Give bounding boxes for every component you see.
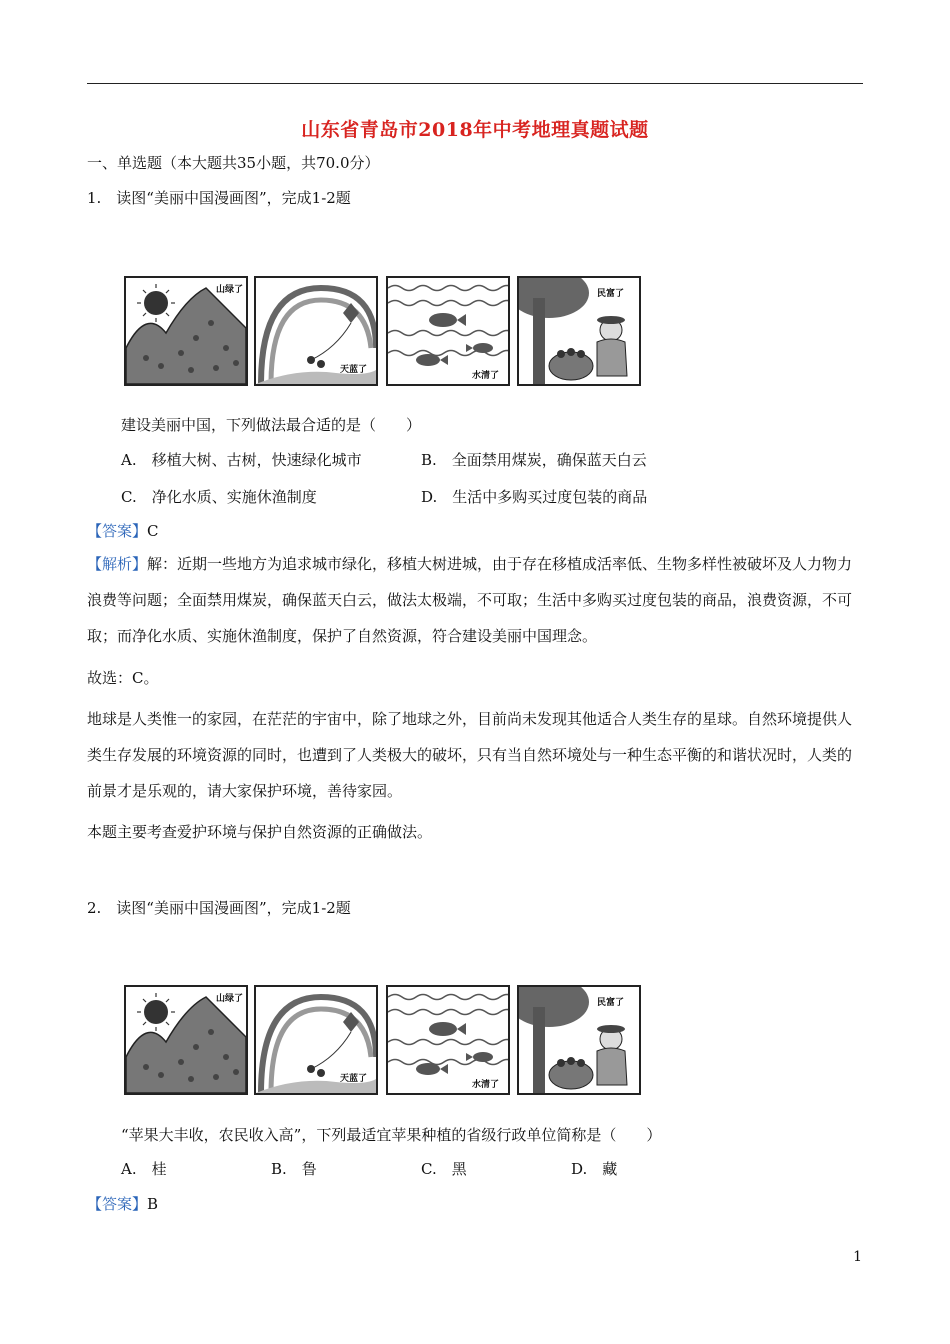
panel-sky [254,276,378,386]
q1-option-a: A. 移植大树、古树，快速绿化城市 [121,451,362,469]
caption-water: 水清了 [472,1080,500,1090]
panel-farmer [517,985,641,1095]
header-rule [87,83,863,84]
panel-farmer [517,276,641,386]
q1-note2: 本题主要考查爱护环境与保护自然资源的正确做法。 [87,823,433,841]
caption-farmer: 民富了 [597,998,625,1008]
answer-tag: 【答案】 [87,522,148,540]
analysis-tag: 【解析】 [87,555,148,573]
caption-water: 水清了 [472,371,500,381]
q1-stem: 1. 读图“美丽中国漫画图”，完成1-2题 [87,189,351,207]
q2-answer [87,1194,158,1214]
panel-water [386,276,510,386]
q1-note1: 地球是人类惟一的家园，在茫茫的宇宙中，除了地球之外，目前尚未发现其他适合人类生存的星球。自然环境提供人类生存发展的环境资源的同时，也遭到了人类极大的破坏，只有当自然环境处与一种生态平衡的和谐状况时，人类的前景才是乐观的，请大家保护环境，善待家园。 [87,710,853,800]
panel-mountain [124,276,248,386]
caption-mountain: 山绿了 [216,285,244,295]
answer-value: C [147,522,159,540]
q1-option-b: B. 全面禁用煤炭，确保蓝天白云 [421,451,647,469]
q1-option-c: C. 净化水质、实施休渔制度 [121,488,317,506]
page-title: 山东省青岛市2018年中考地理真题试题 [301,119,649,141]
q1-option-d: D. 生活中多购买过度包装的商品 [421,488,648,506]
q2-stem: 2. 读图“美丽中国漫画图”，完成1-2题 [87,899,351,917]
q2-option-a: A. 桂 [121,1160,167,1178]
section-heading: 一、单选题（本大题共35小题，共70.0分） [87,154,380,172]
page-number: 1 [853,1249,862,1265]
q1-analysis [87,546,865,654]
q2-option-c: C. 黑 [421,1160,467,1178]
answer-value: B [147,1195,159,1213]
panel-water [386,985,510,1095]
q2-option-b: B. 鲁 [271,1160,317,1178]
caption-mountain: 山绿了 [216,994,244,1004]
q1-question: 建设美丽中国，下列做法最合适的是（ ） [121,416,422,434]
caption-farmer: 民富了 [597,289,625,299]
q2-option-d: D. 藏 [571,1160,618,1178]
panel-mountain [124,985,248,1095]
caption-sky: 天蓝了 [340,1074,368,1084]
analysis-text: 解：近期一些地方为追求城市绿化，移植大树进城，由于存在移植成活率低、生物多样性被破坏及人力物力浪费等问题；全面禁用煤炭，确保蓝天白云，做法太极端，不可取；生活中多购买过度包装的商品，浪费资源，不可取；而净化水质、实施休渔制度，保护了自然资源，符合建设美丽中国理念。 [87,555,853,645]
q1-answer [87,521,159,541]
q2-question: “苹果大丰收，农民收入高”，下列最适宜苹果种植的省级行政单位简称是（ ） [121,1126,662,1144]
caption-sky: 天蓝了 [340,365,368,375]
q1-choice: 故选：C。 [87,669,159,687]
answer-tag: 【答案】 [87,1195,148,1213]
panel-sky [254,985,378,1095]
